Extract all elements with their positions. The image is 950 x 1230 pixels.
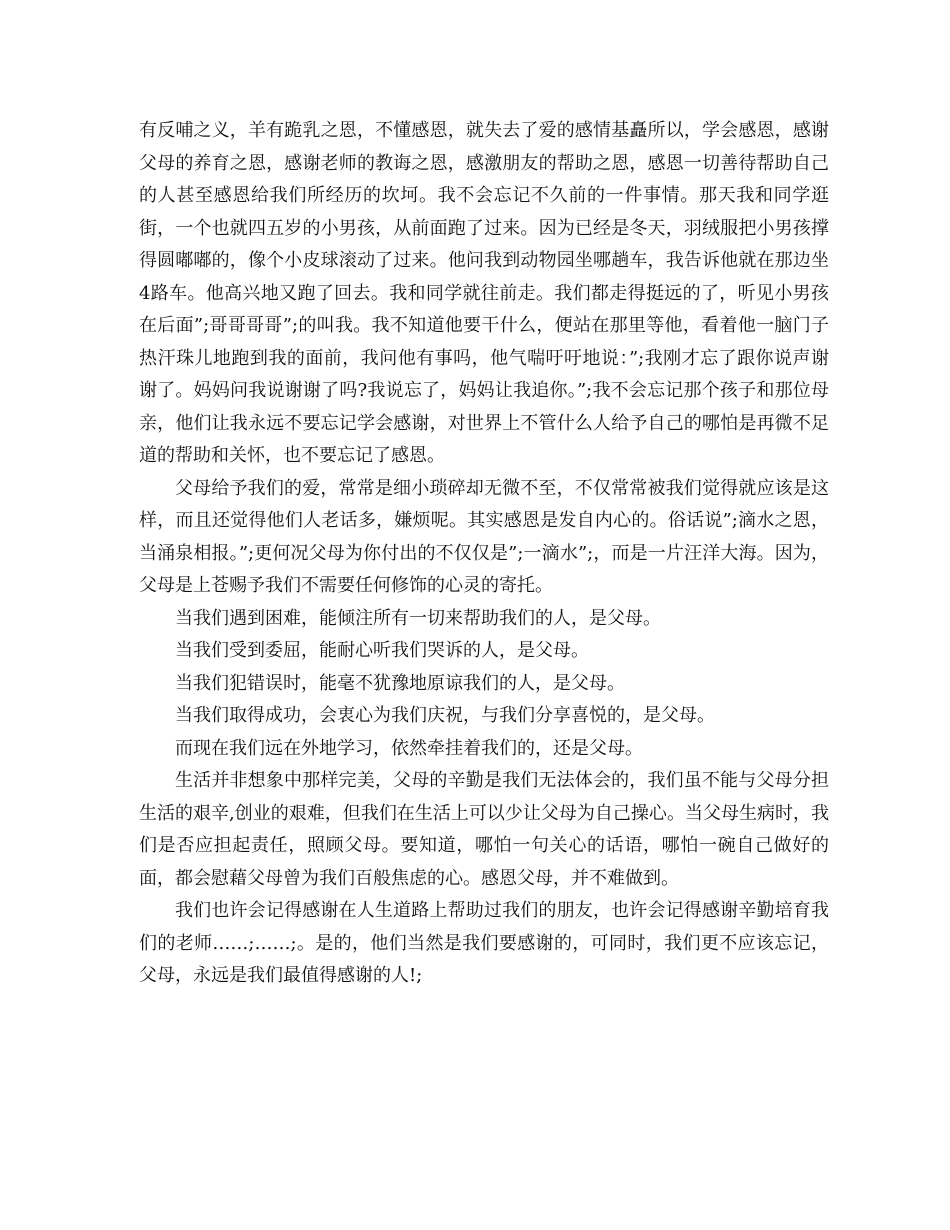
- paragraph-4: 当我们受到委屈，能耐心听我们哭诉的人，是父母。: [175, 640, 589, 661]
- paragraph-8: 生活并非想象中那样完美，父母的辛勤是我们无法体会的，我们虽不能与父母分担生活的艰辛,创业的艰难，但我们在生活上可以少让父母为自己操心。当父母生病时，我们是否应担起责任，照顾父母。要知道，哪怕一句关心的话语，哪怕一碗自己做好的面，都会慰藉父母曾为我们百般焦虑的心。感恩父母，并不难做到。: [139, 770, 829, 889]
- paragraph-5: 当我们犯错误时，能毫不犹豫地原谅我们的人，是父母。: [175, 672, 625, 694]
- paragraph-6: 当我们取得成功，会衷心为我们庆祝，与我们分享喜悦的，是父母。: [175, 705, 715, 726]
- paragraph-7: 而现在我们远在外地学习，依然牵挂着我们的，还是父母。: [175, 737, 643, 759]
- document-body: [139, 115, 829, 993]
- paragraph-9: 我们也许会记得感谢在人生道路上帮助过我们的朋友，也许会记得感谢辛勤培育我们的老师……;……;。是的，他们当然是我们要感谢的，可同时，我们更不应该忘记，父母，永远是我们最值得感谢的人!;: [139, 900, 829, 986]
- paragraph-1: 有反哺之义，羊有跪乳之恩，不懂感恩，就失去了爱的感情基矗所以，学会感恩，感谢父母的养育之恩，感谢老师的教诲之恩，感激朋友的帮助之恩，感恩一切善待帮助自己的人甚至感恩给我们所经历的坎坷。我不会忘记不久前的一件事情。那天我和同学逛街，一个也就四五岁的小男孩，从前面跑了过来。因为已经是冬天，羽绒服把小男孩撑得圆嘟嘟的，像个小皮球滚动了过来。他问我到动物园坐哪趟车，我告诉他就在那边坐4路车。他高兴地又跑了回去。我和同学就往前走。我们都走得挺远的了，听见小男孩在后面”;哥哥哥哥”;的叫我。我不知道他要干什么，便站在那里等他，看着他一脑门子热汗珠儿地跑到我的面前，我问他有事吗，他气喘吁吁地说：”;我刚才忘了跟你说声谢谢了。妈妈问我说谢谢了吗?我说忘了，妈妈让我追你。”;我不会忘记那个孩子和那位母亲，他们让我永远不要忘记学会感谢，对世界上不管什么人给予自己的哪怕是再微不足道的帮助和关怀，也不要忘记了感恩。: [139, 120, 829, 466]
- paragraph-2: 父母给予我们的爱，常常是细小琐碎却无微不至，不仅常常被我们觉得就应该是这样，而且还觉得他们人老话多，嫌烦呢。其实感恩是发自内心的。俗话说”;滴水之恩，当涌泉相报。”;更何况父母为你付出的不仅仅是”;一滴水”;，而是一片汪洋大海。因为，父母是上苍赐予我们不需要任何修饰的心灵的寄托。: [139, 477, 829, 596]
- paragraph-3: 当我们遇到困难，能倾注所有一切来帮助我们的人，是父母。: [175, 607, 661, 629]
